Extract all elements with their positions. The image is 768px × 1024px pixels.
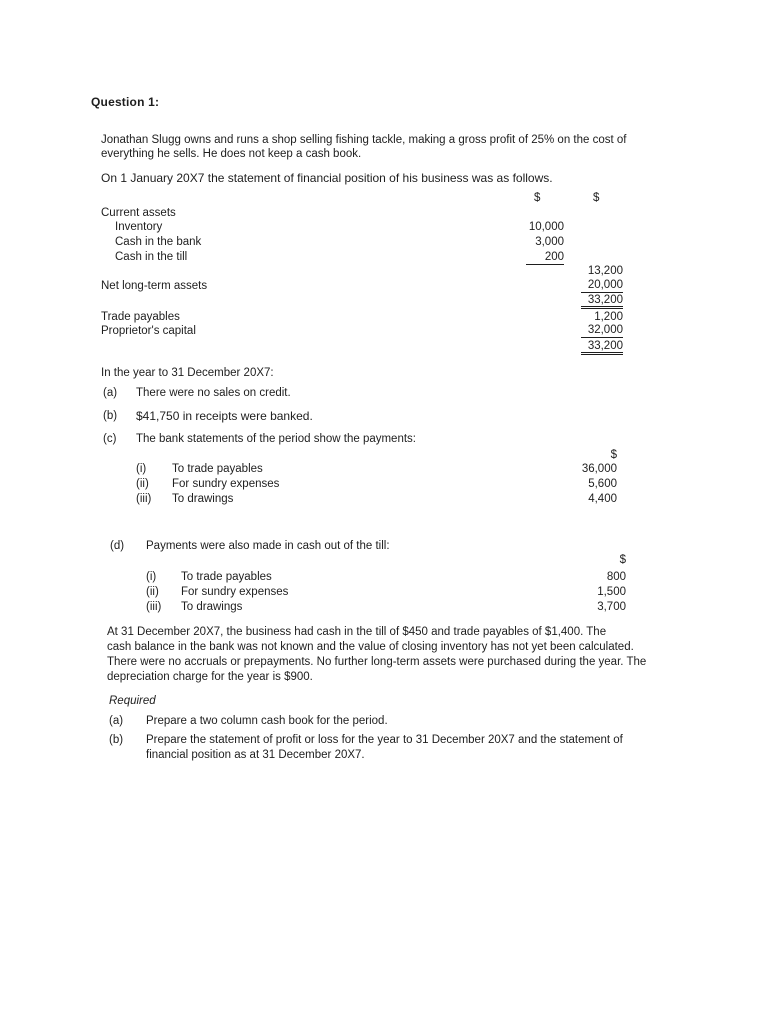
item-c-text: The bank statements of the period show the payments: (136, 433, 416, 445)
item-c-iii-num: (iii) (136, 493, 152, 505)
item-c-label: (c) (103, 433, 117, 445)
required-a-text: Prepare a two column cash book for the period. (146, 715, 388, 727)
year-intro: In the year to 31 December 20X7: (101, 367, 274, 379)
item-b-label: (b) (103, 410, 118, 422)
item-d-i-text: To trade payables (181, 571, 272, 583)
item-c-i-text: To trade payables (172, 463, 263, 475)
item-c-i-num: (i) (136, 463, 147, 475)
current-assets-label: Current assets (101, 207, 176, 219)
total-assets: 33,200 (581, 294, 623, 309)
item-d-i-value: 800 (606, 571, 626, 583)
question-title: Question 1: (91, 95, 160, 109)
item-d-iii-text: To drawings (181, 601, 243, 613)
required-b-label: (b) (109, 734, 124, 746)
item-b-text: $41,750 in receipts were banked. (136, 409, 313, 423)
capital-label: Proprietor's capital (101, 325, 196, 337)
total-liabilities-capital: 33,200 (581, 340, 623, 355)
item-c-ii-value: 5,600 (588, 478, 617, 490)
col-header-1: $ (534, 192, 541, 204)
inventory-label: Inventory (115, 221, 163, 233)
item-d-text: Payments were also made in cash out of the till: (146, 540, 390, 552)
closing-line-3: There were no accruals or prepayments. No further long-term assets were purchased during the year. The (107, 656, 647, 668)
sofp-intro: On 1 January 20X7 the statement of financial position of his business was as follows. (101, 171, 553, 185)
item-d-dollar: $ (619, 554, 626, 566)
closing-line-2: cash balance in the bank was not known and the value of closing inventory has not yet been calculated. (107, 641, 634, 653)
item-d-ii-num: (ii) (146, 586, 159, 598)
current-assets-total: 13,200 (587, 265, 623, 277)
item-d-ii-value: 1,500 (597, 586, 626, 598)
closing-line-4: depreciation charge for the year is $900. (107, 671, 313, 683)
intro-line-1: Jonathan Slugg owns and runs a shop selling fishing tackle, making a gross profit of 25% on the cost of (101, 134, 627, 146)
cash-till-label: Cash in the till (115, 251, 188, 263)
intro-line-2: everything he sells. He does not keep a cash book. (101, 148, 362, 160)
trade-payables-label: Trade payables (101, 311, 180, 323)
net-long-term-label: Net long-term assets (101, 280, 208, 292)
item-d-iii-num: (iii) (146, 601, 162, 613)
closing-line-1: At 31 December 20X7, the business had cash in the till of $450 and trade payables of $1,400. The (107, 626, 607, 638)
item-a-text: There were no sales on credit. (136, 387, 291, 399)
cash-bank-value: 3,000 (535, 236, 564, 248)
item-a-label: (a) (103, 387, 118, 399)
cash-bank-label: Cash in the bank (115, 236, 202, 248)
item-c-dollar: $ (610, 449, 617, 461)
required-a-label: (a) (109, 715, 124, 727)
required-label: Required (109, 695, 156, 707)
capital-value: 32,000 (581, 324, 623, 338)
trade-payables-value: 1,200 (594, 311, 623, 323)
item-d-iii-value: 3,700 (597, 601, 626, 613)
item-c-iii-text: To drawings (172, 493, 234, 505)
inventory-value: 10,000 (528, 221, 564, 233)
item-c-ii-text: For sundry expenses (172, 478, 280, 490)
item-c-ii-num: (ii) (136, 478, 149, 490)
col-header-2: $ (593, 192, 600, 204)
net-long-term-value: 20,000 (581, 278, 623, 293)
item-d-ii-text: For sundry expenses (181, 586, 289, 598)
item-d-label: (d) (110, 540, 125, 552)
item-c-iii-value: 4,400 (588, 493, 617, 505)
item-d-i-num: (i) (146, 571, 157, 583)
cash-till-value: 200 (526, 250, 564, 265)
item-c-i-value: 36,000 (581, 463, 617, 475)
required-b-text-1: Prepare the statement of profit or loss for the year to 31 December 20X7 and the statement of (146, 734, 623, 746)
required-b-text-2: financial position as at 31 December 20X7. (146, 749, 365, 761)
